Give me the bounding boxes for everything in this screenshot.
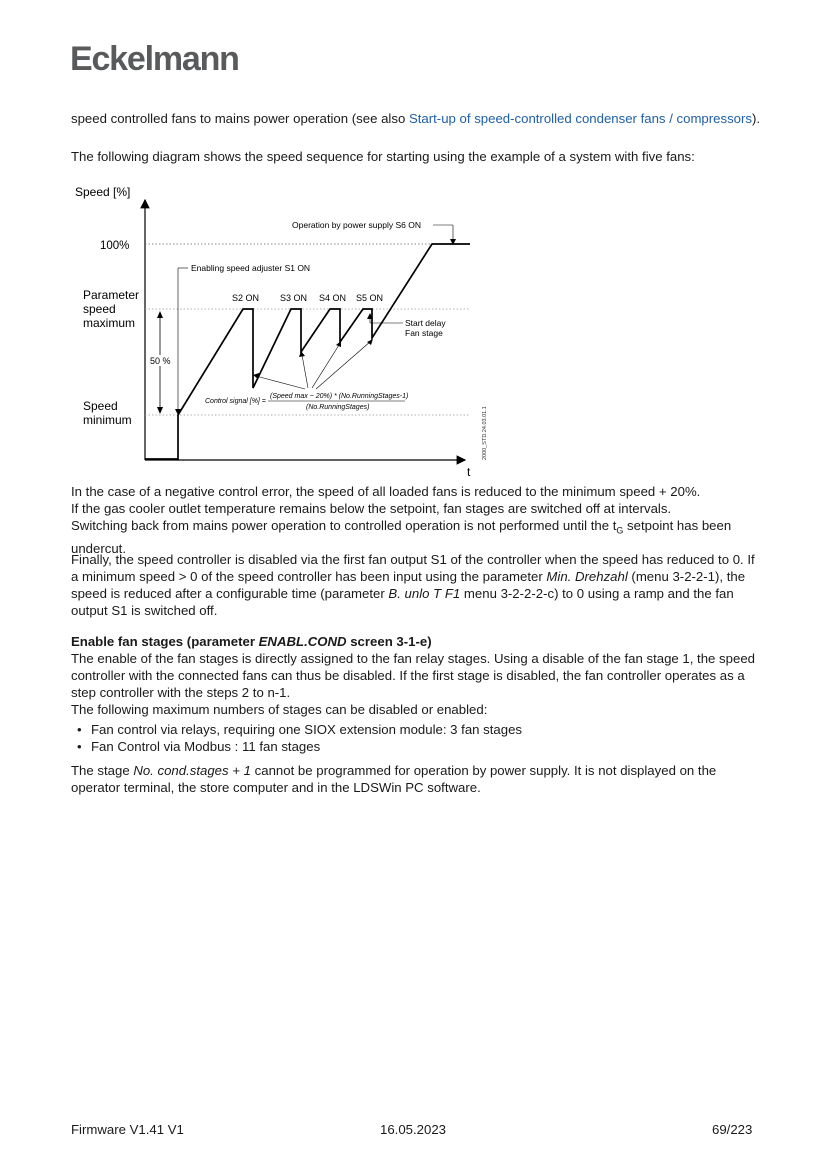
list-item: • Fan control via relays, requiring one SIOX extension module: 3 fan stages — [71, 721, 761, 738]
label-speed-min-1: Speed — [83, 399, 118, 413]
paragraph-power-supply-note — [71, 762, 761, 796]
eckelmann-logo: Eckelmann — [70, 40, 239, 78]
label-param-3: maximum — [83, 316, 136, 330]
stage-label-s5: S5 ON — [356, 293, 384, 303]
stage-label-s4: S4 ON — [319, 293, 347, 303]
p4-c: menu 3-2-2-2-c) to 0 using a ramp and the fan output S1 is switched off. — [71, 586, 734, 618]
section-heading — [71, 633, 761, 650]
intro-paragraph-2: The following diagram shows the speed sequence for starting using the example of a system with five fans: — [71, 149, 695, 164]
p4-a: Finally, the speed controller is disabled via the first fan output S1 of the controller when the speed has reduced to 0. If a minimum speed > 0 of the speed controller has been input using the parameter — [71, 552, 755, 584]
p6-a: The stage — [71, 763, 134, 778]
annotation-power: Operation by power supply S6 ON — [292, 220, 421, 230]
label-100-percent: 100% — [100, 240, 130, 252]
p3-line-3a: Switching back from mains power operation to controlled operation is not performed until the t — [71, 518, 617, 533]
p6-b: cannot be programmed for operation by power supply. It is not displayed on the operator terminal, the store computer and in the LDSWin PC software. — [71, 763, 717, 795]
label-param-1: Parameter — [83, 288, 140, 302]
p3-sub: G — [616, 525, 624, 536]
formula-left: Control signal [%] = — [205, 398, 266, 405]
speed-curve — [145, 244, 470, 459]
p3-line-2: If the gas cooler outlet temperature remains below the setpoint, fan stages are switched off at intervals. — [71, 501, 672, 516]
paragraph-negative-error — [71, 483, 761, 557]
p3-line-1: In the case of a negative control error, the speed of all loaded fans is reduced to the minimum speed + 20%. — [71, 484, 701, 499]
intro-text-before: speed controlled fans to mains power operation (see also — [71, 111, 409, 126]
formula-pointer-arrows — [256, 341, 371, 389]
heading-b: screen 3-1-e) — [346, 634, 432, 649]
p4-b: (menu 3-2-2-1), the speed is reduced after a configurable time (parameter — [71, 569, 746, 601]
start-delay-label-1: Start delay — [405, 318, 446, 328]
paragraph-enable-stages — [71, 650, 761, 718]
p5-1: The enable of the fan stages is directly assigned to the fan relay stages. Using a disable of the fan stage 1, the speed controller with the connected fans can thus be disabled. If the first stage is disabled, the fan controller operates as a step controller with the steps 2 to n-1. — [71, 651, 755, 700]
start-delay-label-2: Fan stage — [405, 328, 443, 338]
label-50-percent: 50 % — [150, 356, 171, 366]
footer-firmware: Firmware V1.41 V1 — [71, 1122, 184, 1137]
speed-sequence-diagram — [0, 180, 827, 480]
y-axis-label: Speed [%] — [75, 185, 131, 199]
side-code: 2000_STD.24.03.01.1 — [482, 406, 488, 460]
formula-denominator: (No.RunningStages) — [306, 404, 370, 411]
intro-paragraph-1 — [71, 110, 761, 127]
label-param-2: speed — [83, 302, 116, 316]
p4-em1: Min. Drehzahl — [546, 569, 628, 584]
formula-numerator: (Speed max − 20%) * (No.RunningStages-1) — [270, 393, 409, 400]
paragraph-disable — [71, 551, 761, 619]
heading-a: Enable fan stages (parameter — [71, 634, 259, 649]
p6-em: No. cond.stages + 1 — [133, 763, 251, 778]
label-speed-min-2: minimum — [83, 413, 132, 427]
annotation-enable: Enabling speed adjuster S1 ON — [191, 263, 311, 273]
stage-label-s3: S3 ON — [280, 293, 308, 303]
p5-2: The following maximum numbers of stages can be disabled or enabled: — [71, 702, 488, 717]
stage-label-s2: S2 ON — [232, 293, 260, 303]
p3-line-3b: setpoint has been undercut. — [71, 518, 732, 556]
intro-text-after: ). — [752, 111, 761, 126]
footer-date: 16.05.2023 — [380, 1122, 447, 1137]
footer-page-number: 69/223 — [712, 1122, 753, 1137]
p4-em2: B. unlo T F1 — [388, 586, 461, 601]
list-item: • Fan Control via Modbus : 11 fan stages — [71, 738, 761, 755]
heading-em: ENABL.COND — [258, 634, 347, 649]
startup-link[interactable]: Start-up of speed-controlled condenser fans / compressors — [408, 111, 753, 126]
x-axis-label: t — [467, 465, 471, 479]
stage-limits-list — [71, 721, 761, 755]
